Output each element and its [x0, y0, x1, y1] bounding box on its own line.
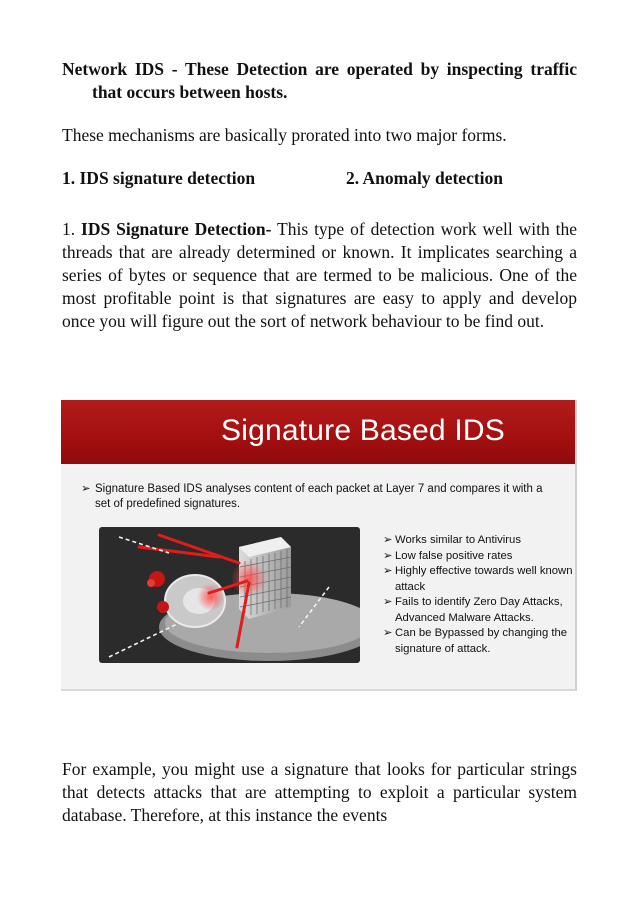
detection-forms-row [62, 167, 577, 190]
network-ids-paragraph [62, 58, 577, 104]
arrow-bullet-icon: ➢ [383, 565, 393, 577]
form-anomaly-detection: 2. Anomaly detection [346, 168, 504, 188]
mechanisms-paragraph: These mechanisms are basically prorated into two major forms. [62, 125, 507, 145]
figure-subtitle-text: Signature Based IDS analyses content of each packet at Layer 7 and compares it with a set of predefined signatures. [95, 483, 543, 510]
figure-header-bar [61, 400, 575, 464]
signature-text: This type of detection work well with the threads that are already determined or known. It implicates searching a series of bytes or sequence that are termed to be malicious. One of the most profitable point is that signatures are easy to apply and develop once you will figure out the sort of network behaviour to be find out. [62, 219, 578, 331]
signature-ids-figure [61, 400, 577, 691]
arrow-bullet-icon: ➢ [383, 549, 393, 562]
form-signature-detection: 1. IDS signature detection [62, 168, 256, 188]
feature-item: ➢ Can be Bypassed by changing the signature of attack. [383, 627, 568, 655]
signature-detection-paragraph [62, 218, 577, 333]
example-paragraph-container [62, 758, 577, 827]
arrow-bullet-icon: ➢ [383, 534, 393, 546]
figure-title: Signature Based IDS [221, 414, 505, 447]
arrow-bullet-icon: ➢ [81, 483, 91, 495]
network-ids-label: Network IDS - [62, 59, 178, 79]
signature-label: IDS Signature Detection- [81, 219, 272, 239]
signature-number: 1. [62, 219, 76, 239]
ids-feature-list [383, 533, 578, 657]
feature-item: ➢ Fails to identify Zero Day Attacks, Advanced Malware Attacks. [383, 596, 563, 624]
arrow-bullet-icon: ➢ [383, 596, 393, 608]
ids-illustration [99, 527, 360, 663]
feature-item: ➢ Low false positive rates [383, 549, 578, 565]
document-body [62, 58, 577, 333]
example-paragraph: For example, you might use a signature that looks for particular strings that detects attacks that are attempting to exploit a particular system database. Therefore, at this instance the events [62, 759, 577, 825]
figure-subtitle [81, 482, 551, 512]
feature-item: ➢ Highly effective towards well known attack [383, 565, 573, 593]
feature-item: ➢ Works similar to Antivirus [383, 533, 578, 549]
ids-illustration-graphic [99, 527, 360, 663]
network-ids-text: These Detection are operated by inspecting traffic that occurs between hosts. [92, 59, 577, 102]
arrow-bullet-icon: ➢ [383, 627, 393, 639]
